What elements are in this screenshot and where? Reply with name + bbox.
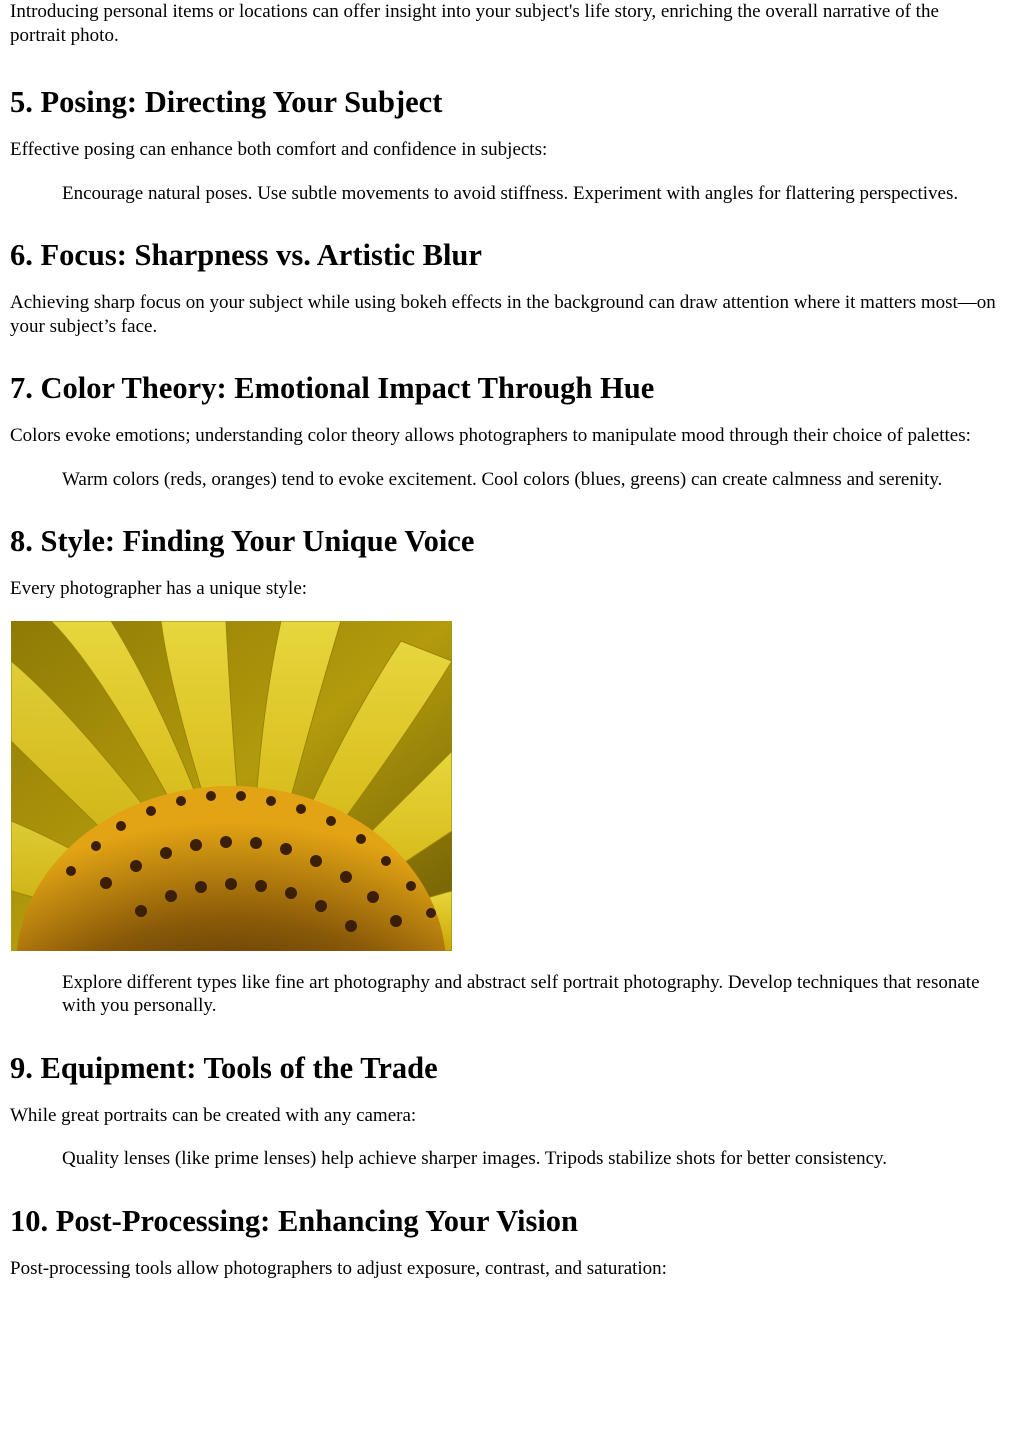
color-theory-paragraph: Colors evoke emotions; understanding color theory allows photographers to manipulate mood through their choice of palettes: — [10, 425, 971, 446]
post-processing-paragraph: Post-processing tools allow photographers to adjust exposure, contrast, and saturation: — [10, 1257, 667, 1279]
focus-paragraph: Achieving sharp focus on your subject while using bokeh effects in the background can draw attention where it matters most—on your subject’s face. — [10, 292, 996, 337]
heading-equipment: 9. Equipment: Tools of the Trade — [10, 1050, 438, 1085]
style-paragraph: Every photographer has a unique style: — [10, 578, 308, 599]
heading-style: 8. Style: Finding Your Unique Voice — [10, 524, 475, 558]
sunflower-image — [11, 621, 452, 951]
style-quote: Explore different types like fine art photography and abstract self portrait photography. Develop techniques that resonate with you personally. — [62, 971, 980, 1016]
heading-post-processing: 10. Post-Processing: Enhancing Your Vision — [10, 1203, 579, 1238]
heading-color-theory: 7. Color Theory: Emotional Impact Through Hue — [10, 371, 655, 405]
intro-paragraph: Introducing personal items or locations can offer insight into your subject's life story, enriching the overall narrative of the portrait photo. — [10, 1, 939, 46]
equipment-quote: Quality lenses (like prime lenses) help achieve sharper images. Tripods stabilize shots for better consistency. — [62, 1148, 888, 1169]
heading-focus: 6. Focus: Sharpness vs. Artistic Blur — [10, 238, 482, 272]
posing-quote: Encourage natural poses. Use subtle movements to avoid stiffness. Experiment with angles for flattering perspectives. — [62, 182, 959, 204]
equipment-paragraph: While great portraits can be created with any camera: — [10, 1104, 417, 1126]
heading-posing: 5. Posing: Directing Your Subject — [10, 85, 443, 119]
color-theory-quote: Warm colors (reds, oranges) tend to evoke excitement. Cool colors (blues, greens) can create calmness and serenity. — [62, 468, 943, 490]
posing-paragraph: Effective posing can enhance both comfort and confidence in subjects: — [10, 139, 548, 160]
